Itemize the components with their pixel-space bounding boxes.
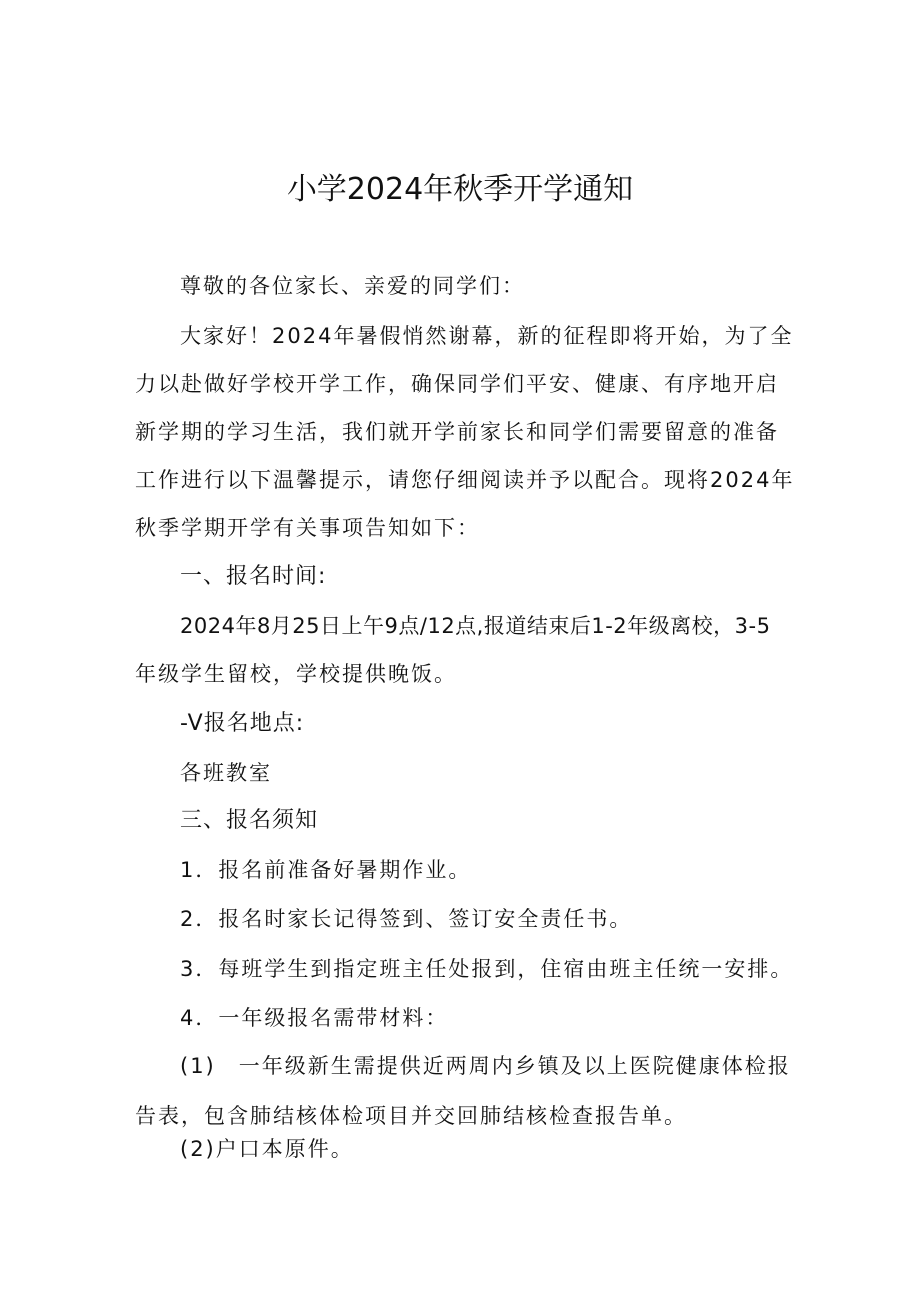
notice-item: 1．报名前准备好暑期作业。 bbox=[180, 858, 472, 882]
notice-item: 4．一年级报名需带材料： bbox=[180, 1006, 449, 1030]
intro-line: 力以赴做好学校开学工作，确保同学们平安、健康、有序地开启 bbox=[135, 372, 779, 396]
section-heading-notice: 三、报名须知 bbox=[180, 808, 319, 833]
section-time-line: 2024年8月25日上午9点/12点,报道结束后1-2年级离校，3-5 bbox=[180, 614, 771, 638]
section-heading-location: -V报名地点: bbox=[180, 711, 305, 736]
intro-line: 新学期的学习生活，我们就开学前家长和同学们需要留意的准备 bbox=[135, 420, 779, 444]
greeting: 尊敬的各位家长、亲爱的同学们： bbox=[180, 274, 525, 298]
section-time-line: 年级学生留校，学校提供晚饭。 bbox=[135, 662, 457, 686]
notice-subitem: (2)户口本原件。 bbox=[180, 1137, 354, 1161]
notice-subitem: 告表，包含肺结核体检项目并交回肺结核检查报告单。 bbox=[135, 1104, 687, 1128]
intro-line: 大家好！2024年暑假悄然谢幕，新的征程即将开始，为了全 bbox=[180, 324, 794, 348]
intro-line: 秋季学期开学有关事项告知如下： bbox=[135, 516, 480, 540]
document-title: 小学2024年秋季开学通知 bbox=[286, 172, 634, 207]
notice-item: 2．报名时家长记得签到、签订安全责任书。 bbox=[180, 907, 633, 931]
notice-item: 3．每班学生到指定班主任处报到，住宿由班主任统一安排。 bbox=[180, 957, 794, 981]
section-location-body: 各班教室 bbox=[180, 761, 272, 785]
notice-subitem: (1) 一年级新生需提供近两周内乡镇及以上医院健康体检报 bbox=[180, 1054, 791, 1078]
section-heading-time: 一、报名时间: bbox=[180, 564, 327, 589]
intro-line: 工作进行以下温馨提示，请您仔细阅读并予以配合。现将2024年 bbox=[135, 468, 795, 492]
